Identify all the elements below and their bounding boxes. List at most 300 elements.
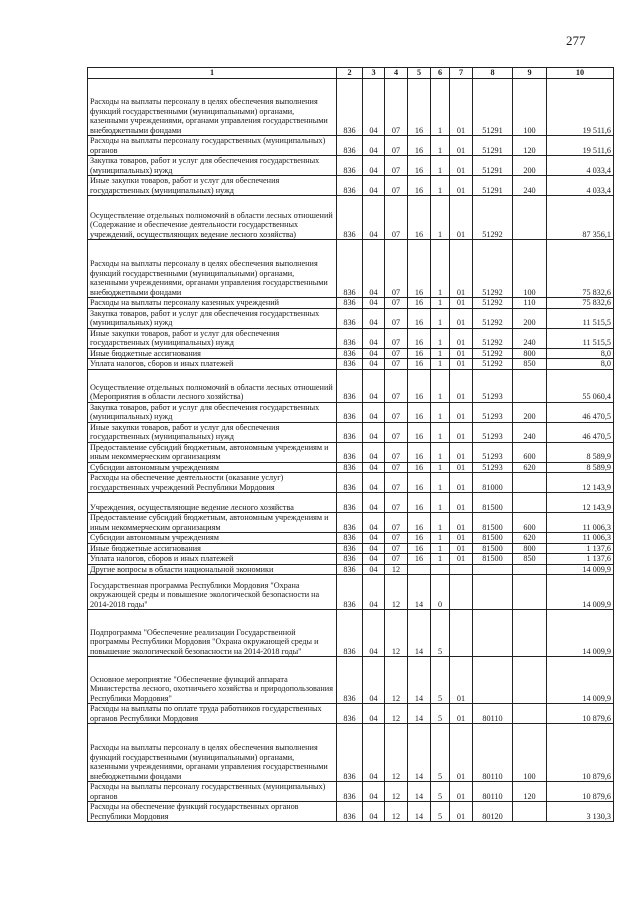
expense-type-cell: 240 — [513, 176, 547, 196]
subsection-code-cell: 07 — [385, 359, 408, 370]
amount-cell: 12 143,9 — [547, 493, 614, 513]
ministry-code-cell: 836 — [337, 473, 363, 493]
ministry-code-cell: 836 — [337, 657, 363, 704]
section-code-cell: 04 — [363, 704, 385, 724]
event-code-cell — [450, 575, 473, 610]
expense-name-cell: Расходы на выплаты персоналу государственных (муниципальных) органов — [88, 136, 337, 156]
ministry-code-cell: 836 — [337, 196, 363, 240]
table-row — [88, 704, 614, 724]
expense-type-cell: 600 — [513, 442, 547, 462]
table-row — [88, 79, 614, 136]
section-code-cell: 04 — [363, 782, 385, 802]
event-code-cell: 01 — [450, 369, 473, 402]
subprogram-code-cell: 1 — [431, 493, 450, 513]
ministry-code-cell: 836 — [337, 348, 363, 359]
amount-cell: 11 515,5 — [547, 308, 614, 328]
subprogram-code-cell: 1 — [431, 402, 450, 422]
ministry-code-cell: 836 — [337, 442, 363, 462]
amount-cell: 46 470,5 — [547, 422, 614, 442]
event-code-cell: 01 — [450, 196, 473, 240]
direction-code-cell: 80120 — [473, 802, 513, 822]
event-code-cell — [450, 564, 473, 575]
section-code-cell: 04 — [363, 543, 385, 554]
subprogram-code-cell: 1 — [431, 473, 450, 493]
expense-name-cell: Предоставление субсидий бюджетным, автономным учреждениям и иным некоммерческим организациям — [88, 513, 337, 533]
expense-name-cell: Государственная программа Республики Мордовия "Охрана окружающей среды и повышение экологической безопасности на 2014-2018 годы" — [88, 575, 337, 610]
subprogram-code-cell: 1 — [431, 298, 450, 309]
subsection-code-cell: 07 — [385, 402, 408, 422]
ministry-code-cell: 836 — [337, 513, 363, 533]
subprogram-code-cell: 1 — [431, 196, 450, 240]
section-code-cell: 04 — [363, 402, 385, 422]
direction-code-cell: 81000 — [473, 473, 513, 493]
direction-code-cell: 80110 — [473, 724, 513, 782]
ministry-code-cell: 836 — [337, 328, 363, 348]
subsection-code-cell: 07 — [385, 298, 408, 309]
expense-name-cell: Расходы на выплаты персоналу казенных учреждений — [88, 298, 337, 309]
subsection-code-cell: 07 — [385, 473, 408, 493]
direction-code-cell: 51292 — [473, 196, 513, 240]
section-code-cell: 04 — [363, 575, 385, 610]
subsection-code-cell: 07 — [385, 493, 408, 513]
subsection-code-cell: 07 — [385, 196, 408, 240]
table-row — [88, 402, 614, 422]
subprogram-code-cell: 1 — [431, 136, 450, 156]
subsection-code-cell: 07 — [385, 442, 408, 462]
subprogram-code-cell: 1 — [431, 513, 450, 533]
table-row — [88, 610, 614, 657]
subsection-code-cell: 07 — [385, 79, 408, 136]
section-code-cell: 04 — [363, 196, 385, 240]
section-code-cell: 04 — [363, 328, 385, 348]
subsection-code-cell: 07 — [385, 554, 408, 565]
expense-name-cell: Подпрограмма "Обеспечение реализации Государственной программы Республики Мордовия "Охрана окружающей среды и повышение экологической безопасности на 2014-2018 годы" — [88, 610, 337, 657]
ministry-code-cell: 836 — [337, 704, 363, 724]
expense-type-cell — [513, 657, 547, 704]
program-code-cell: 16 — [408, 196, 431, 240]
subsection-code-cell: 07 — [385, 422, 408, 442]
subprogram-code-cell: 1 — [431, 176, 450, 196]
section-code-cell: 04 — [363, 308, 385, 328]
program-code-cell: 14 — [408, 657, 431, 704]
program-code-cell: 16 — [408, 156, 431, 176]
subsection-code-cell: 12 — [385, 782, 408, 802]
section-code-cell: 04 — [363, 359, 385, 370]
table-row — [88, 328, 614, 348]
program-code-cell: 16 — [408, 462, 431, 473]
event-code-cell: 01 — [450, 136, 473, 156]
program-code-cell: 16 — [408, 402, 431, 422]
expense-type-cell — [513, 564, 547, 575]
program-code-cell: 16 — [408, 473, 431, 493]
event-code-cell: 01 — [450, 328, 473, 348]
subsection-code-cell: 07 — [385, 156, 408, 176]
expense-type-cell: 620 — [513, 533, 547, 544]
section-code-cell: 04 — [363, 564, 385, 575]
table-row — [88, 156, 614, 176]
amount-cell: 14 009,9 — [547, 564, 614, 575]
direction-code-cell: 80110 — [473, 782, 513, 802]
expense-name-cell: Иные закупки товаров, работ и услуг для обеспечения государственных (муниципальных) нужд — [88, 176, 337, 196]
table-row — [88, 136, 614, 156]
program-code-cell: 16 — [408, 136, 431, 156]
subsection-code-cell: 07 — [385, 543, 408, 554]
direction-code-cell: 80110 — [473, 704, 513, 724]
section-code-cell: 04 — [363, 136, 385, 156]
section-code-cell: 04 — [363, 493, 385, 513]
amount-cell: 55 060,4 — [547, 369, 614, 402]
program-code-cell: 16 — [408, 533, 431, 544]
subsection-code-cell: 12 — [385, 802, 408, 822]
ministry-code-cell: 836 — [337, 176, 363, 196]
expense-name-cell: Закупка товаров, работ и услуг для обеспечения государственных (муниципальных) нужд — [88, 402, 337, 422]
expense-type-cell — [513, 196, 547, 240]
expense-name-cell: Закупка товаров, работ и услуг для обеспечения государственных (муниципальных) нужд — [88, 156, 337, 176]
subsection-code-cell: 07 — [385, 136, 408, 156]
section-code-cell: 04 — [363, 657, 385, 704]
expense-type-cell: 600 — [513, 513, 547, 533]
subsection-code-cell: 12 — [385, 704, 408, 724]
subprogram-code-cell: 1 — [431, 442, 450, 462]
subprogram-code-cell: 1 — [431, 533, 450, 544]
amount-cell: 14 009,9 — [547, 657, 614, 704]
expense-type-cell: 100 — [513, 724, 547, 782]
subprogram-code-cell: 0 — [431, 575, 450, 610]
section-code-cell: 04 — [363, 79, 385, 136]
section-code-cell: 04 — [363, 176, 385, 196]
direction-code-cell: 51291 — [473, 176, 513, 196]
section-code-cell: 04 — [363, 422, 385, 442]
program-code-cell: 14 — [408, 575, 431, 610]
column-header: 2 — [337, 68, 363, 79]
event-code-cell: 01 — [450, 176, 473, 196]
expense-name-cell: Расходы на выплаты персоналу в целях обеспечения выполнения функций государственными (муниципальными) органами, казенными учреждениями, органами управления государственными внебюджетными фондами — [88, 724, 337, 782]
expense-name-cell: Учреждения, осуществляющие ведение лесного хозяйства — [88, 493, 337, 513]
subprogram-code-cell: 5 — [431, 802, 450, 822]
table-row — [88, 543, 614, 554]
subsection-code-cell: 07 — [385, 369, 408, 402]
table-header-row — [88, 68, 614, 79]
program-code-cell: 16 — [408, 493, 431, 513]
expense-type-cell — [513, 704, 547, 724]
ministry-code-cell: 836 — [337, 533, 363, 544]
event-code-cell: 01 — [450, 473, 473, 493]
direction-code-cell: 51293 — [473, 402, 513, 422]
ministry-code-cell: 836 — [337, 308, 363, 328]
expense-name-cell: Иные бюджетные ассигнования — [88, 348, 337, 359]
subprogram-code-cell: 1 — [431, 240, 450, 298]
amount-cell: 8,0 — [547, 359, 614, 370]
program-code-cell: 14 — [408, 610, 431, 657]
direction-code-cell — [473, 610, 513, 657]
amount-cell: 19 511,6 — [547, 136, 614, 156]
table-row — [88, 462, 614, 473]
amount-cell: 14 009,9 — [547, 575, 614, 610]
amount-cell: 75 832,6 — [547, 240, 614, 298]
program-code-cell: 16 — [408, 513, 431, 533]
subprogram-code-cell: 1 — [431, 308, 450, 328]
section-code-cell: 04 — [363, 802, 385, 822]
column-header: 1 — [88, 68, 337, 79]
ministry-code-cell: 836 — [337, 543, 363, 554]
expense-type-cell: 110 — [513, 298, 547, 309]
expense-type-cell — [513, 473, 547, 493]
expense-name-cell: Предоставление субсидий бюджетным, автономным учреждениям и иным некоммерческим организациям — [88, 442, 337, 462]
ministry-code-cell: 836 — [337, 802, 363, 822]
table-row — [88, 564, 614, 575]
table-row — [88, 782, 614, 802]
amount-cell: 11 006,3 — [547, 513, 614, 533]
expense-name-cell: Иные бюджетные ассигнования — [88, 543, 337, 554]
direction-code-cell: 81500 — [473, 493, 513, 513]
expense-name-cell: Осуществление отдельных полномочий в области лесных отношений (Содержание и обеспечение деятельности государственных учреждений, осуществляющих ведение лесного хозяйства) — [88, 196, 337, 240]
column-header: 4 — [385, 68, 408, 79]
direction-code-cell: 51293 — [473, 442, 513, 462]
table-row — [88, 308, 614, 328]
program-code-cell: 16 — [408, 554, 431, 565]
subsection-code-cell: 12 — [385, 564, 408, 575]
expense-type-cell — [513, 575, 547, 610]
table-row — [88, 359, 614, 370]
event-code-cell: 01 — [450, 359, 473, 370]
subprogram-code-cell: 5 — [431, 704, 450, 724]
subprogram-code-cell: 1 — [431, 359, 450, 370]
ministry-code-cell: 836 — [337, 359, 363, 370]
expense-name-cell: Расходы на обеспечение функций государственных органов Республики Мордовия — [88, 802, 337, 822]
section-code-cell: 04 — [363, 442, 385, 462]
subsection-code-cell: 07 — [385, 308, 408, 328]
subsection-code-cell: 12 — [385, 575, 408, 610]
direction-code-cell: 51293 — [473, 422, 513, 442]
direction-code-cell: 81500 — [473, 513, 513, 533]
amount-cell: 75 832,6 — [547, 298, 614, 309]
page-number: 277 — [566, 33, 586, 48]
event-code-cell: 01 — [450, 298, 473, 309]
expense-type-cell: 200 — [513, 402, 547, 422]
column-header: 10 — [547, 68, 614, 79]
direction-code-cell: 51292 — [473, 348, 513, 359]
ministry-code-cell: 836 — [337, 298, 363, 309]
event-code-cell: 01 — [450, 657, 473, 704]
section-code-cell: 04 — [363, 554, 385, 565]
ministry-code-cell: 836 — [337, 79, 363, 136]
direction-code-cell — [473, 564, 513, 575]
subsection-code-cell: 07 — [385, 176, 408, 196]
table-row — [88, 657, 614, 704]
expense-type-cell — [513, 802, 547, 822]
event-code-cell: 01 — [450, 533, 473, 544]
event-code-cell: 01 — [450, 513, 473, 533]
expense-name-cell: Субсидии автономным учреждениям — [88, 462, 337, 473]
ministry-code-cell: 836 — [337, 782, 363, 802]
subprogram-code-cell: 1 — [431, 422, 450, 442]
section-code-cell: 04 — [363, 610, 385, 657]
amount-cell: 11 515,5 — [547, 328, 614, 348]
section-code-cell: 04 — [363, 513, 385, 533]
subsection-code-cell: 07 — [385, 533, 408, 544]
direction-code-cell: 51293 — [473, 462, 513, 473]
expense-type-cell: 800 — [513, 543, 547, 554]
event-code-cell — [450, 610, 473, 657]
direction-code-cell — [473, 575, 513, 610]
section-code-cell: 04 — [363, 240, 385, 298]
program-code-cell: 16 — [408, 369, 431, 402]
expense-type-cell: 620 — [513, 462, 547, 473]
section-code-cell: 04 — [363, 298, 385, 309]
subprogram-code-cell: 1 — [431, 462, 450, 473]
program-code-cell: 16 — [408, 359, 431, 370]
expense-name-cell: Основное мероприятие "Обеспечение функций аппарата Министерства лесного, охотничьего хозяйства и природопользования Республики Мордовия" — [88, 657, 337, 704]
event-code-cell: 01 — [450, 79, 473, 136]
table-row — [88, 724, 614, 782]
table-row — [88, 575, 614, 610]
subsection-code-cell: 07 — [385, 513, 408, 533]
expense-type-cell: 120 — [513, 782, 547, 802]
table-row — [88, 348, 614, 359]
subprogram-code-cell: 1 — [431, 348, 450, 359]
section-code-cell: 04 — [363, 156, 385, 176]
expense-name-cell: Расходы на выплаты персоналу государственных (муниципальных) органов — [88, 782, 337, 802]
expense-type-cell: 800 — [513, 348, 547, 359]
amount-cell: 10 879,6 — [547, 704, 614, 724]
amount-cell: 8,0 — [547, 348, 614, 359]
direction-code-cell: 81500 — [473, 543, 513, 554]
expense-name-cell: Уплата налогов, сборов и иных платежей — [88, 359, 337, 370]
subprogram-code-cell: 1 — [431, 554, 450, 565]
subprogram-code-cell: 1 — [431, 328, 450, 348]
section-code-cell: 04 — [363, 724, 385, 782]
subprogram-code-cell: 5 — [431, 610, 450, 657]
expense-name-cell: Расходы на выплаты персоналу в целях обеспечения выполнения функций государственными (муниципальными) органами, казенными учреждениями, органами управления государственными внебюджетными фондами — [88, 240, 337, 298]
ministry-code-cell: 836 — [337, 493, 363, 513]
table-row — [88, 554, 614, 565]
event-code-cell: 01 — [450, 348, 473, 359]
amount-cell: 14 009,9 — [547, 610, 614, 657]
program-code-cell: 14 — [408, 802, 431, 822]
ministry-code-cell: 836 — [337, 156, 363, 176]
ministry-code-cell: 836 — [337, 402, 363, 422]
table-row — [88, 802, 614, 822]
table-row — [88, 513, 614, 533]
subprogram-code-cell: 1 — [431, 79, 450, 136]
event-code-cell: 01 — [450, 802, 473, 822]
subprogram-code-cell: 5 — [431, 724, 450, 782]
subsection-code-cell: 12 — [385, 724, 408, 782]
amount-cell: 87 356,1 — [547, 196, 614, 240]
subprogram-code-cell: 5 — [431, 782, 450, 802]
program-code-cell: 16 — [408, 176, 431, 196]
direction-code-cell — [473, 657, 513, 704]
table-row — [88, 442, 614, 462]
expense-type-cell: 850 — [513, 554, 547, 565]
subprogram-code-cell: 1 — [431, 543, 450, 554]
program-code-cell: 14 — [408, 782, 431, 802]
ministry-code-cell: 836 — [337, 369, 363, 402]
amount-cell: 12 143,9 — [547, 473, 614, 493]
amount-cell: 4 033,4 — [547, 176, 614, 196]
program-code-cell: 14 — [408, 724, 431, 782]
ministry-code-cell: 836 — [337, 240, 363, 298]
direction-code-cell: 51291 — [473, 136, 513, 156]
program-code-cell: 14 — [408, 704, 431, 724]
subprogram-code-cell: 5 — [431, 657, 450, 704]
subsection-code-cell: 07 — [385, 240, 408, 298]
subsection-code-cell: 07 — [385, 348, 408, 359]
ministry-code-cell: 836 — [337, 136, 363, 156]
amount-cell: 11 006,3 — [547, 533, 614, 544]
event-code-cell: 01 — [450, 240, 473, 298]
event-code-cell: 01 — [450, 442, 473, 462]
expense-name-cell: Иные закупки товаров, работ и услуг для обеспечения государственных (муниципальных) нужд — [88, 328, 337, 348]
expense-type-cell — [513, 610, 547, 657]
program-code-cell: 16 — [408, 79, 431, 136]
subprogram-code-cell — [431, 564, 450, 575]
program-code-cell: 16 — [408, 328, 431, 348]
ministry-code-cell: 836 — [337, 422, 363, 442]
event-code-cell: 01 — [450, 543, 473, 554]
direction-code-cell: 51291 — [473, 156, 513, 176]
expense-name-cell: Расходы на выплаты по оплате труда работников государственных органов Республики Мордовия — [88, 704, 337, 724]
ministry-code-cell: 836 — [337, 554, 363, 565]
direction-code-cell: 81500 — [473, 533, 513, 544]
table-row — [88, 473, 614, 493]
program-code-cell: 16 — [408, 308, 431, 328]
direction-code-cell: 51293 — [473, 369, 513, 402]
amount-cell: 4 033,4 — [547, 156, 614, 176]
table-row — [88, 493, 614, 513]
subsection-code-cell: 07 — [385, 462, 408, 473]
direction-code-cell: 51292 — [473, 298, 513, 309]
direction-code-cell: 51291 — [473, 79, 513, 136]
section-code-cell: 04 — [363, 473, 385, 493]
event-code-cell: 01 — [450, 782, 473, 802]
event-code-cell: 01 — [450, 493, 473, 513]
table-row — [88, 196, 614, 240]
direction-code-cell: 81500 — [473, 554, 513, 565]
budget-table — [87, 67, 614, 822]
column-header: 6 — [431, 68, 450, 79]
program-code-cell: 16 — [408, 240, 431, 298]
expense-name-cell: Иные закупки товаров, работ и услуг для обеспечения государственных (муниципальных) нужд — [88, 422, 337, 442]
column-header: 5 — [408, 68, 431, 79]
amount-cell: 10 879,6 — [547, 724, 614, 782]
expense-type-cell: 850 — [513, 359, 547, 370]
ministry-code-cell: 836 — [337, 724, 363, 782]
table-row — [88, 533, 614, 544]
program-code-cell: 16 — [408, 422, 431, 442]
program-code-cell: 16 — [408, 543, 431, 554]
program-code-cell: 16 — [408, 298, 431, 309]
event-code-cell: 01 — [450, 156, 473, 176]
expense-type-cell: 100 — [513, 240, 547, 298]
event-code-cell: 01 — [450, 422, 473, 442]
expense-type-cell: 120 — [513, 136, 547, 156]
ministry-code-cell: 836 — [337, 575, 363, 610]
event-code-cell: 01 — [450, 402, 473, 422]
expense-name-cell: Закупка товаров, работ и услуг для обеспечения государственных (муниципальных) нужд — [88, 308, 337, 328]
program-code-cell — [408, 564, 431, 575]
expense-name-cell: Осуществление отдельных полномочий в области лесных отношений (Мероприятия в области лесного хозяйства) — [88, 369, 337, 402]
event-code-cell: 01 — [450, 704, 473, 724]
expense-type-cell: 240 — [513, 422, 547, 442]
section-code-cell: 04 — [363, 533, 385, 544]
amount-cell: 1 137,6 — [547, 554, 614, 565]
amount-cell: 19 511,6 — [547, 79, 614, 136]
amount-cell: 10 879,6 — [547, 782, 614, 802]
subprogram-code-cell: 1 — [431, 369, 450, 402]
table-row — [88, 369, 614, 402]
expense-name-cell: Другие вопросы в области национальной экономики — [88, 564, 337, 575]
